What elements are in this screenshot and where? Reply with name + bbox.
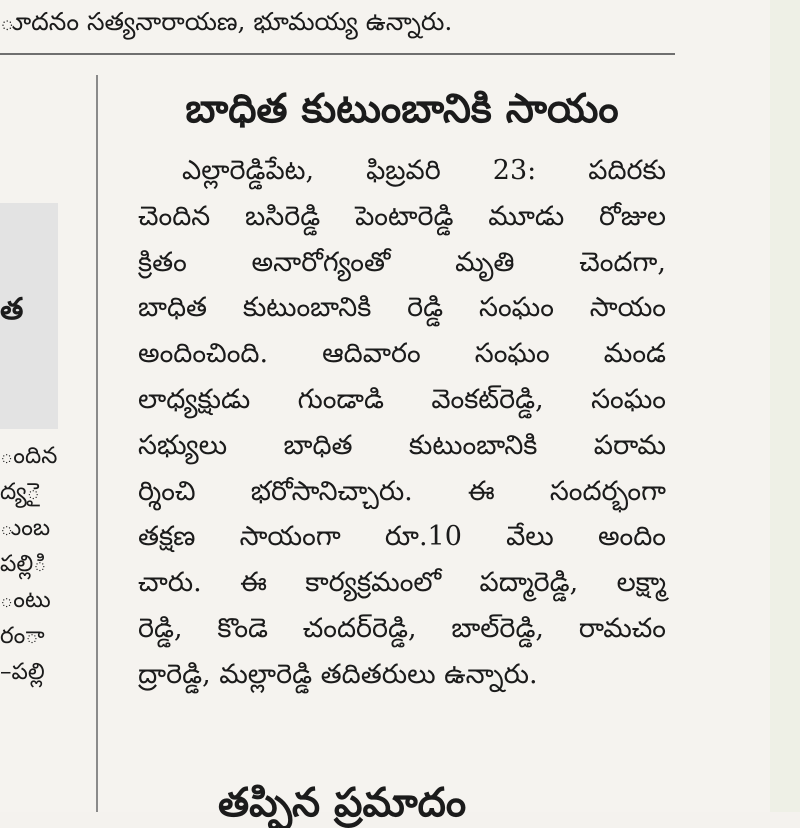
article-line: సభ్యులు బాధిత కుటుంబానికి పరామ — [138, 429, 666, 461]
left-column-line: పల్లి– — [0, 659, 45, 685]
left-column-line: ిపల్లి — [0, 551, 47, 577]
article-line: బాధిత కుటుంబానికి రెడ్డి సంఘం సాయం — [138, 292, 666, 324]
left-box-heading-fragment: త — [0, 292, 24, 327]
left-column-text — [0, 438, 84, 812]
article-line: చెందిన బసిరెడ్డి పెంటారెడ్డి మూడు రోజుల — [138, 200, 666, 232]
left-column-line: ారం — [0, 623, 45, 649]
column-divider — [96, 75, 98, 812]
next-article-headline: తప్పిన ప్రమాదం — [218, 780, 467, 826]
horizontal-rule — [0, 53, 675, 55]
article-body — [138, 148, 666, 698]
article-line: చారు. ఈ కార్యక్రమంలో పద్మారెడ్డి, లక్ష్మా — [138, 567, 666, 599]
page-margin — [770, 0, 800, 812]
article-line: తక్షణ సాయంగా రూ.10 వేలు అందిం — [138, 521, 666, 553]
left-column-line: ుంబ — [0, 515, 51, 541]
article-line: క్రితం అనారోగ్యంతో మృతి చెందగా, — [138, 246, 666, 278]
news-article — [138, 78, 666, 698]
left-column-line: ంటు — [0, 587, 51, 613]
left-column-line: ందిన — [0, 443, 58, 469]
article-line: ఎల్లారెడ్డిపేట, ఫిబ్రవరి 23: పదిరకు — [182, 155, 666, 186]
article-line: రెడ్డి, కొండె చందర్‌రెడ్డి, బాల్‌రెడ్డి, రామచం — [138, 612, 666, 644]
previous-article-closing-line: ూదనం సత్యనారాయణ, భూమయ్య ఉన్నారు. — [0, 7, 453, 36]
article-line: అందించింది. ఆదివారం సంఘం మండ — [138, 338, 666, 370]
left-column-line: ైద్య — [0, 479, 40, 505]
article-line: ర్శించి భరోసానిచ్చారు. ఈ సందర్భంగా — [138, 475, 666, 507]
article-headline: బాధిత కుటుంబానికి సాయం — [185, 86, 619, 132]
article-line: లాధ్యక్షుడు గుండాడి వెంకట్‌రెడ్డి, సంఘం — [138, 383, 666, 415]
article-line: ద్రారెడ్డి, మల్లారెడ్డి తదితరులు ఉన్నారు. — [138, 658, 538, 690]
